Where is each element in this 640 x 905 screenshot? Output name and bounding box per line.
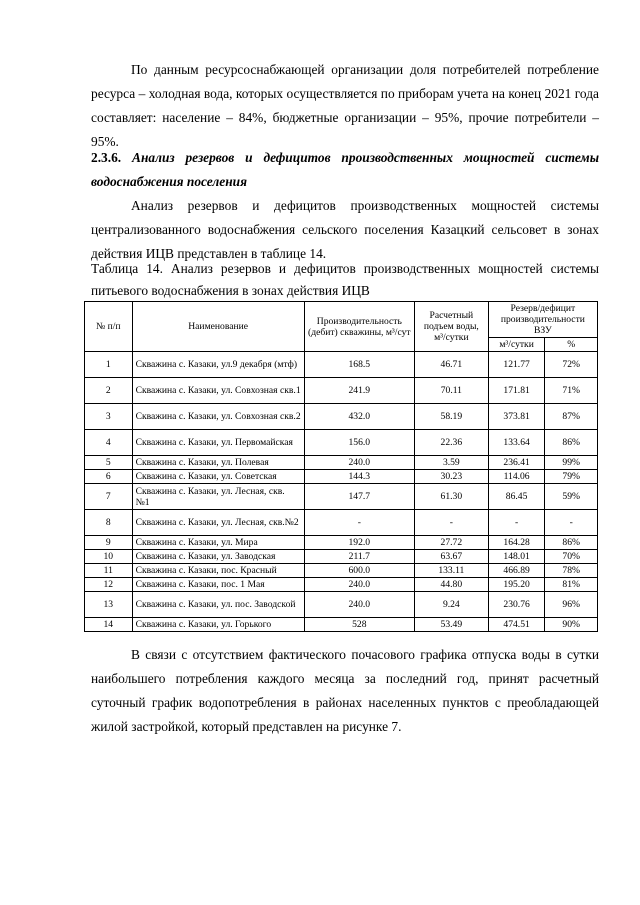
cell-calc: 3.59	[414, 456, 488, 470]
header-reserve: Резерв/дефицит производительности ВЗУ	[488, 302, 597, 338]
cell-num: 6	[85, 470, 133, 484]
closing-paragraph	[91, 643, 599, 739]
analysis-paragraph	[91, 194, 599, 266]
table-row	[85, 536, 598, 550]
cell-reserve: 230.76	[488, 592, 545, 618]
cell-name: Скважина с. Казаки, ул. Первомайская	[132, 430, 304, 456]
cell-capacity: 211.7	[304, 550, 414, 564]
cell-calc: 58.19	[414, 404, 488, 430]
cell-num: 13	[85, 592, 133, 618]
cell-capacity: 432.0	[304, 404, 414, 430]
cell-num: 7	[85, 484, 133, 510]
cell-name: Скважина с. Казаки, ул. Совхозная скв.1	[132, 378, 304, 404]
cell-calc: 63.67	[414, 550, 488, 564]
cell-capacity: -	[304, 510, 414, 536]
cell-pct: 71%	[545, 378, 598, 404]
table-row	[85, 578, 598, 592]
cell-reserve: 474.51	[488, 618, 545, 632]
table-row	[85, 430, 598, 456]
header-reserve-pct: %	[545, 338, 598, 352]
table-row	[85, 456, 598, 470]
table-row	[85, 484, 598, 510]
cell-name: Скважина с. Казаки, ул. Полевая	[132, 456, 304, 470]
intro-paragraph	[91, 58, 599, 154]
cell-name: Скважина с. Казаки, ул.9 декабря (мтф)	[132, 352, 304, 378]
cell-calc: 30.23	[414, 470, 488, 484]
cell-pct: -	[545, 510, 598, 536]
cell-capacity: 241.9	[304, 378, 414, 404]
cell-reserve: 373.81	[488, 404, 545, 430]
cell-capacity: 240.0	[304, 578, 414, 592]
cell-name: Скважина с. Казаки, пос. Красный	[132, 564, 304, 578]
cell-reserve: 133.64	[488, 430, 545, 456]
cell-reserve: 466.89	[488, 564, 545, 578]
cell-calc: 46.71	[414, 352, 488, 378]
cell-pct: 86%	[545, 536, 598, 550]
cell-name: Скважина с. Казаки, ул. Лесная, скв.№2	[132, 510, 304, 536]
section-title: Анализ резервов и дефицитов производственных мощностей системы водоснабжения поселения	[91, 150, 599, 189]
header-num: № п/п	[85, 302, 133, 352]
cell-pct: 81%	[545, 578, 598, 592]
cell-num: 5	[85, 456, 133, 470]
cell-pct: 79%	[545, 470, 598, 484]
cell-reserve: 148.01	[488, 550, 545, 564]
analysis-text: Анализ резервов и дефицитов производственных мощностей системы централизованного водоснабжения сельского поселения Казацкий сельсовет в зонах действия ИЦВ представлен в таблице 14.	[91, 198, 599, 261]
reserves-table	[84, 301, 598, 632]
cell-pct: 86%	[545, 430, 598, 456]
cell-reserve: 114.06	[488, 470, 545, 484]
table-row	[85, 564, 598, 578]
table-row	[85, 510, 598, 536]
header-name: Наименование	[132, 302, 304, 352]
cell-reserve: 164.28	[488, 536, 545, 550]
cell-pct: 78%	[545, 564, 598, 578]
cell-calc: 61.30	[414, 484, 488, 510]
cell-calc: 22.36	[414, 430, 488, 456]
table-row	[85, 378, 598, 404]
table-row	[85, 592, 598, 618]
cell-capacity: 528	[304, 618, 414, 632]
cell-reserve: 171.81	[488, 378, 545, 404]
cell-capacity: 168.5	[304, 352, 414, 378]
cell-name: Скважина с. Казаки, ул. Заводская	[132, 550, 304, 564]
cell-reserve: 86.45	[488, 484, 545, 510]
cell-pct: 72%	[545, 352, 598, 378]
cell-calc: 70.11	[414, 378, 488, 404]
cell-name: Скважина с. Казаки, ул. Мира	[132, 536, 304, 550]
cell-calc: 53.49	[414, 618, 488, 632]
cell-reserve: 121.77	[488, 352, 545, 378]
cell-pct: 90%	[545, 618, 598, 632]
cell-name: Скважина с. Казаки, ул. пос. Заводской	[132, 592, 304, 618]
cell-pct: 96%	[545, 592, 598, 618]
cell-name: Скважина с. Казаки, ул. Совхозная скв.2	[132, 404, 304, 430]
cell-calc: 27.72	[414, 536, 488, 550]
cell-num: 9	[85, 536, 133, 550]
cell-num: 14	[85, 618, 133, 632]
cell-reserve: 236.41	[488, 456, 545, 470]
cell-reserve: 195.20	[488, 578, 545, 592]
table-caption: Таблица 14. Анализ резервов и дефицитов производственных мощностей системы питьевого водоснабжения в зонах действия ИЦВ	[91, 261, 599, 298]
header-reserve-m3: м³/сутки	[488, 338, 545, 352]
intro-text: По данным ресурсоснабжающей организации доля потребителей потребление ресурса – холодная вода, которых осуществляется по приборам учета на конец 2021 года составляет: население – 84%, бюджетные организации – 95%, прочие потребители – 95%.	[91, 62, 599, 149]
table-row	[85, 404, 598, 430]
cell-calc: 44.80	[414, 578, 488, 592]
table-row	[85, 550, 598, 564]
cell-capacity: 240.0	[304, 456, 414, 470]
cell-num: 2	[85, 378, 133, 404]
cell-capacity: 156.0	[304, 430, 414, 456]
cell-pct: 70%	[545, 550, 598, 564]
cell-calc: 9.24	[414, 592, 488, 618]
cell-reserve: -	[488, 510, 545, 536]
cell-num: 11	[85, 564, 133, 578]
cell-name: Скважина с. Казаки, пос. 1 Мая	[132, 578, 304, 592]
cell-num: 10	[85, 550, 133, 564]
cell-num: 3	[85, 404, 133, 430]
cell-capacity: 147.7	[304, 484, 414, 510]
cell-num: 12	[85, 578, 133, 592]
cell-capacity: 240.0	[304, 592, 414, 618]
cell-capacity: 192.0	[304, 536, 414, 550]
section-number: 2.3.6.	[91, 150, 122, 165]
cell-capacity: 600.0	[304, 564, 414, 578]
cell-pct: 59%	[545, 484, 598, 510]
cell-capacity: 144.3	[304, 470, 414, 484]
cell-name: Скважина с. Казаки, ул. Горького	[132, 618, 304, 632]
header-capacity: Производительность (дебит) скважины, м³/сут	[304, 302, 414, 352]
cell-calc: 133.11	[414, 564, 488, 578]
cell-pct: 87%	[545, 404, 598, 430]
cell-pct: 99%	[545, 456, 598, 470]
closing-text: В связи с отсутствием фактического почасового графика отпуска воды в сутки наибольшего потребления каждого месяца за последний год, принят расчетный суточный график водопотребления в районах населенных пунктов с преобладающей жилой застройкой, который представлен на рисунке 7.	[91, 647, 599, 734]
cell-num: 8	[85, 510, 133, 536]
cell-name: Скважина с. Казаки, ул. Советская	[132, 470, 304, 484]
cell-num: 1	[85, 352, 133, 378]
section-heading	[91, 146, 599, 194]
cell-num: 4	[85, 430, 133, 456]
cell-calc: -	[414, 510, 488, 536]
table-row	[85, 352, 598, 378]
table-row	[85, 470, 598, 484]
cell-name: Скважина с. Казаки, ул. Лесная, скв. №1	[132, 484, 304, 510]
header-calc: Расчетный подъем воды, м³/сутки	[414, 302, 488, 352]
table-row	[85, 618, 598, 632]
